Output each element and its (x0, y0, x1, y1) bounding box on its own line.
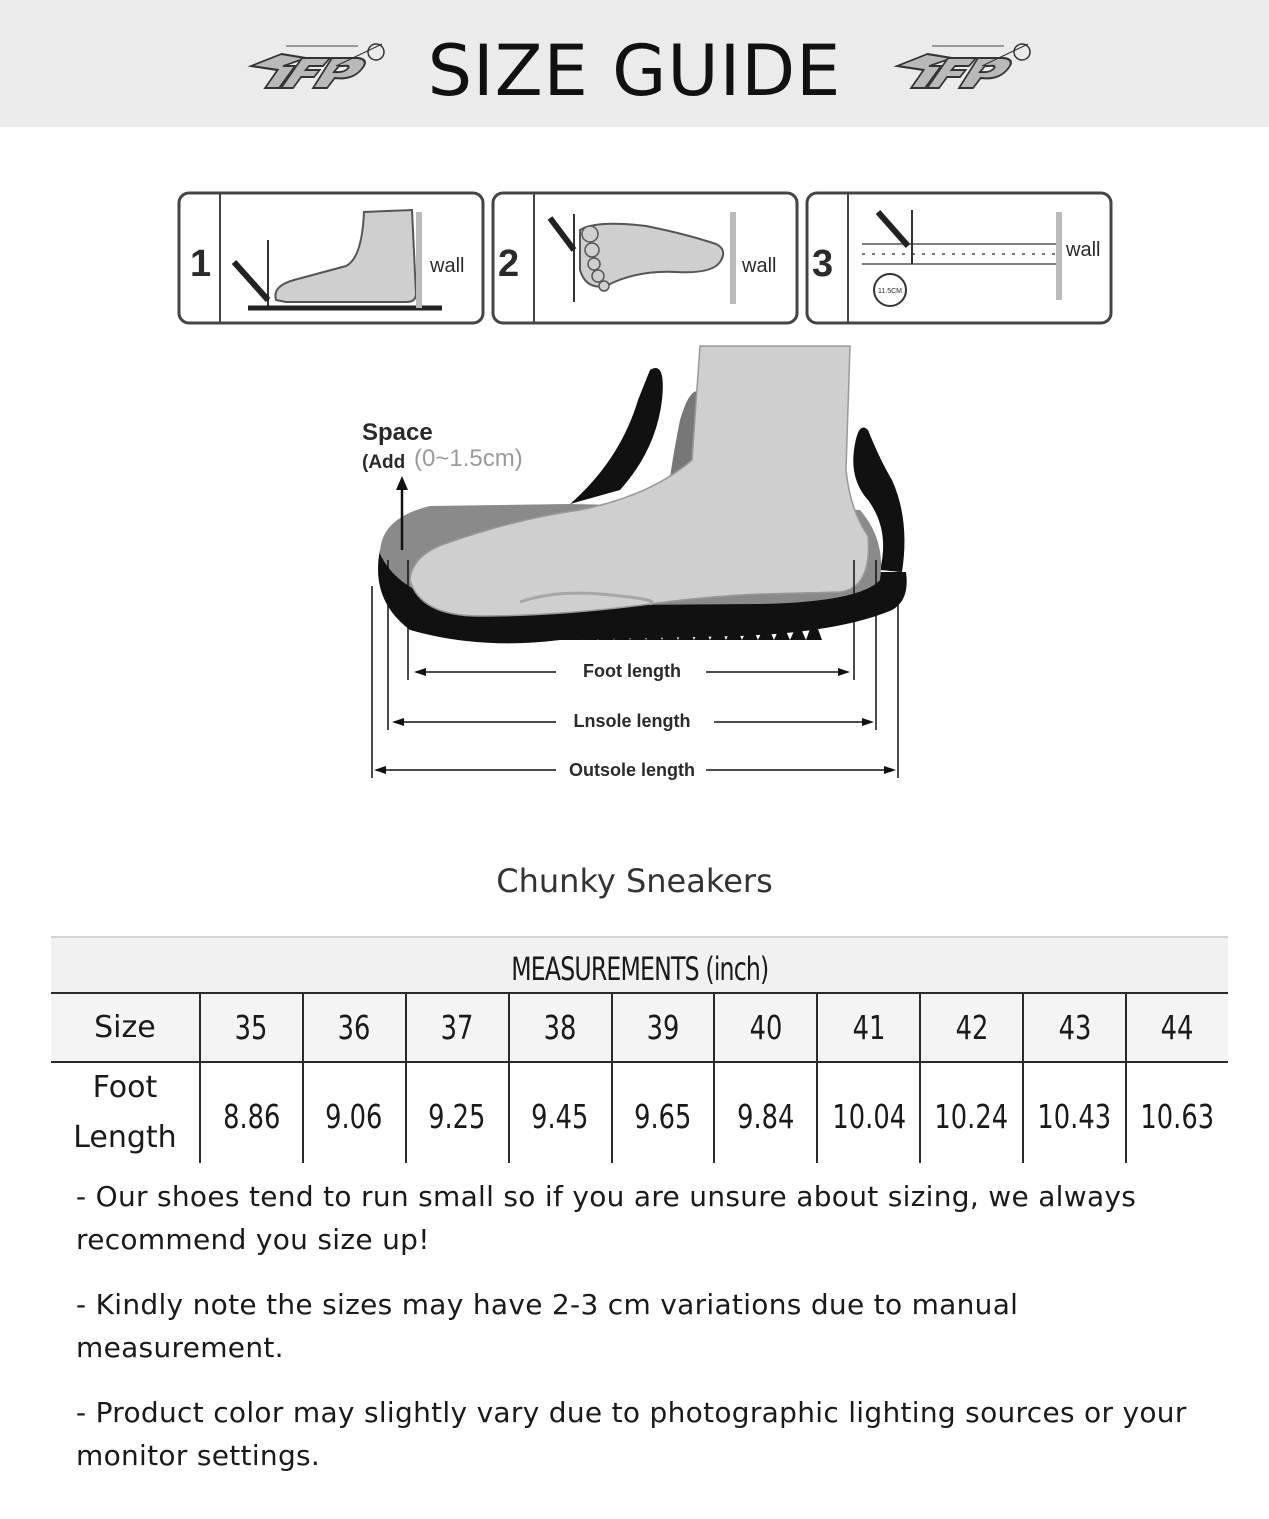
size-cell: 43 (1022, 994, 1125, 1061)
foot-length-row (51, 1063, 1228, 1163)
foot-label-line2: Length (73, 1120, 177, 1155)
note-color: - Product color may slightly vary due to photographic lighting sources or your monitor settings. (76, 1396, 1187, 1472)
step-1-wall-label: wall (430, 255, 465, 277)
space-label: Space (362, 419, 433, 446)
brand-logo-right (882, 36, 1042, 100)
table-heading (51, 936, 1228, 994)
step-2-number: 2 (498, 243, 520, 285)
size-row-label: Size (94, 1009, 156, 1045)
step-2-wall-label: wall (742, 255, 777, 277)
table-heading-text: MEASUREMENTS (inch) (510, 950, 769, 988)
measurement-steps (176, 190, 1116, 330)
size-cell: 39 (611, 994, 714, 1061)
step-3-number: 3 (812, 243, 834, 285)
step-3-badge: 11.5CM (878, 288, 902, 295)
foot-length-cell: 9.25 (405, 1063, 508, 1163)
foot-length-cell: 10.24 (919, 1063, 1022, 1163)
shoe-diagram (320, 340, 940, 810)
foot-length-row-label (51, 1063, 199, 1163)
size-cell: 35 (199, 994, 302, 1061)
size-cell: 42 (919, 994, 1022, 1061)
foot-length-cell: 9.45 (508, 1063, 611, 1163)
foot-length-label: Foot length (583, 661, 681, 681)
foot-length-cell: 10.63 (1125, 1063, 1228, 1163)
product-name: Chunky Sneakers (496, 862, 773, 900)
size-table (51, 936, 1228, 1163)
page-title: SIZE GUIDE (427, 30, 842, 112)
step-3-wall-label: wall (1066, 239, 1101, 261)
logo-text: TEP (260, 94, 262, 95)
foot-label-line1: Foot (92, 1070, 158, 1105)
note-sizing: - Our shoes tend to run small so if you are unsure about sizing, we always recommend you size up! (76, 1180, 1137, 1256)
size-cell: 36 (302, 994, 405, 1061)
step-2-panel (493, 193, 797, 323)
size-cell: 40 (713, 994, 816, 1061)
foot-length-cell: 10.43 (1022, 1063, 1125, 1163)
notes-section (76, 1175, 1216, 1499)
step-3-panel (807, 193, 1111, 323)
size-cell: 44 (1125, 994, 1228, 1061)
note-variation: - Kindly note the sizes may have 2-3 cm variations due to manual measurement. (76, 1288, 1019, 1364)
foot-length-cell: 8.86 (199, 1063, 302, 1163)
foot-length-cell: 9.06 (302, 1063, 405, 1163)
step-1-panel (179, 193, 483, 323)
insole-length-label: Lnsole length (573, 711, 691, 731)
size-cell: 41 (816, 994, 919, 1061)
header-banner (0, 0, 1269, 127)
outsole-length-label: Outsole length (569, 760, 695, 780)
size-row (51, 994, 1228, 1061)
size-cell: 37 (405, 994, 508, 1061)
size-cell: 38 (508, 994, 611, 1061)
add-range-label: (0~1.5cm) (414, 445, 523, 472)
add-label: (Add (362, 452, 406, 473)
foot-length-cell: 10.04 (816, 1063, 919, 1163)
step-1-number: 1 (190, 243, 212, 285)
foot-length-cell: 9.65 (611, 1063, 714, 1163)
foot-length-cell: 9.84 (713, 1063, 816, 1163)
